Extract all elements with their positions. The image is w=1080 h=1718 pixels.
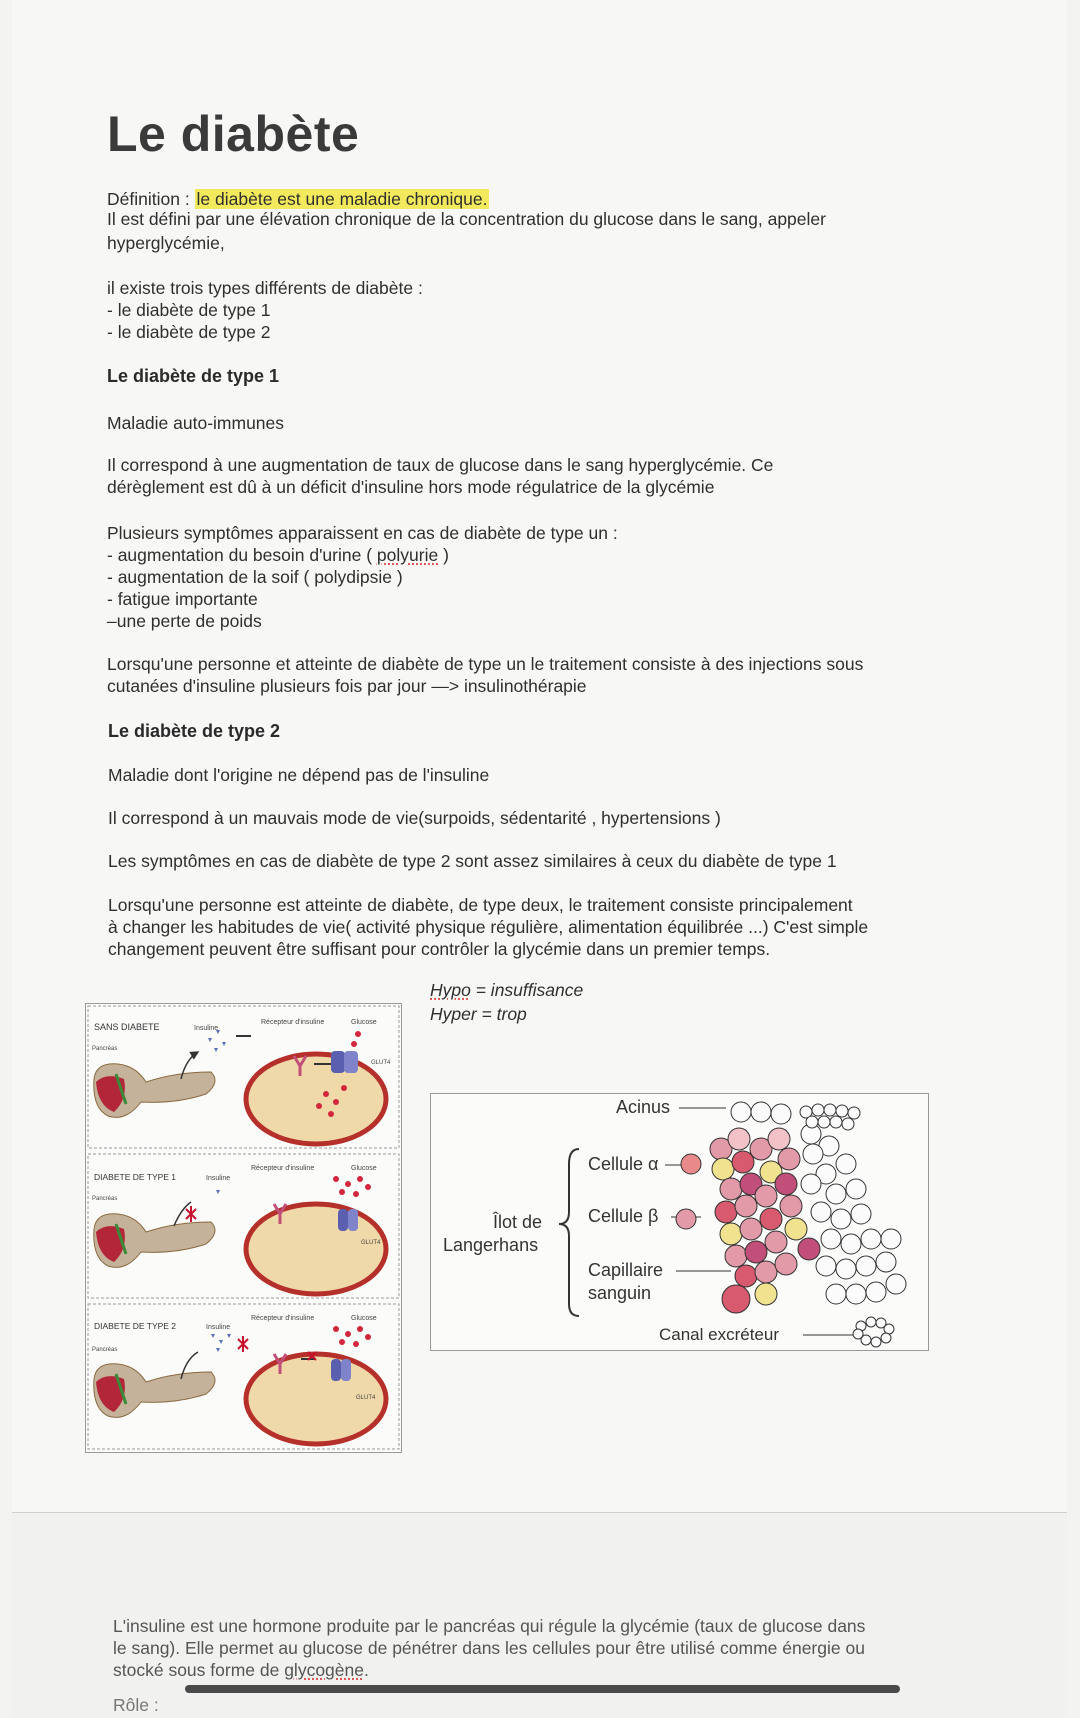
panel-2-title: DIABETE DE TYPE 1 bbox=[94, 1172, 177, 1182]
brace bbox=[559, 1149, 579, 1316]
insuline-line-3-text: stocké sous forme de bbox=[113, 1660, 285, 1680]
type1-paragraph-2b: dérèglement est dû à un déficit d'insuline hors mode régulatrice de la glycémie bbox=[107, 477, 715, 497]
arrow-2 bbox=[174, 1202, 191, 1226]
type2-paragraph-1: Maladie dont l'origine ne dépend pas de l'insuline bbox=[108, 765, 490, 785]
panel-2-glucose: Glucose bbox=[351, 1165, 377, 1172]
mechanism-svg bbox=[86, 1004, 401, 1452]
type1-symptom-1 bbox=[107, 544, 449, 566]
type1-treatment-b: cutanées d'insuline plusieurs fois par jour —> insulinothérapie bbox=[107, 676, 587, 696]
type1-symptom-3: - fatigue importante bbox=[107, 589, 258, 609]
type2-paragraph-4b: à changer les habitudes de vie( activité physique régulière, alimentation équilibrée ...) C'est simple bbox=[108, 917, 869, 937]
langerhans-diagram bbox=[430, 1093, 929, 1351]
panel-3-glucose: Glucose bbox=[351, 1315, 377, 1322]
panel-3-pancreas: Pancréas bbox=[92, 1347, 118, 1353]
heading-type-1: Le diabète de type 1 bbox=[107, 366, 280, 386]
definition-line-1 bbox=[107, 188, 489, 210]
polyurie-word: polyurie bbox=[376, 545, 439, 565]
panel-2-insuline: Insuline bbox=[206, 1175, 231, 1182]
panel-1-insuline: Insuline bbox=[194, 1025, 219, 1032]
type1-symptoms-intro: Plusieurs symptômes apparaissent en cas de diabète de type un : bbox=[107, 523, 618, 543]
label-langerhans: Langerhans bbox=[443, 1235, 539, 1255]
label-canal: Canal excréteur bbox=[659, 1325, 780, 1344]
heading-type-2: Le diabète de type 2 bbox=[108, 721, 281, 741]
insuline-line-3 bbox=[113, 1659, 369, 1681]
panel-3 bbox=[94, 1326, 386, 1444]
panel-1 bbox=[94, 1030, 386, 1144]
type1-symptom-4: –une perte de poids bbox=[107, 611, 262, 631]
acinus-top bbox=[800, 1104, 860, 1130]
islet-cells bbox=[676, 1128, 820, 1313]
panel-3-recepteur: Récepteur d'insuline bbox=[251, 1315, 315, 1322]
panel-2-recepteur: Récepteur d'insuline bbox=[251, 1165, 315, 1172]
glut4-1 bbox=[331, 1051, 345, 1073]
insuline-line-2: le sang). Elle permet au glucose de pénétrer dans les cellules pour être utilisé comme énergie ou bbox=[113, 1638, 865, 1658]
note-hyper: Hyper = trop bbox=[430, 1004, 527, 1024]
types-intro: il existe trois types différents de diabète : bbox=[107, 278, 423, 298]
label-cellule-beta: Cellule β bbox=[588, 1206, 659, 1226]
panel-1-title: SANS DIABETE bbox=[94, 1022, 160, 1032]
type1-paragraph-1: Maladie auto-immunes bbox=[107, 413, 285, 433]
definition-line-3: hyperglycémie, bbox=[107, 233, 225, 253]
type2-paragraph-4a: Lorsqu'une personne est atteinte de diabète, de type deux, le traitement consiste principalement bbox=[108, 895, 853, 915]
note-hypo bbox=[430, 979, 583, 1001]
insuline-line-3-end: . bbox=[364, 1660, 369, 1680]
hypo-meaning: = insuffisance bbox=[470, 980, 584, 1000]
page-title: Le diabète bbox=[107, 106, 360, 162]
canal-ring bbox=[853, 1317, 894, 1347]
panel-3-title: DIABETE DE TYPE 2 bbox=[94, 1321, 177, 1331]
glut4-1b bbox=[344, 1051, 358, 1073]
langerhans-svg bbox=[431, 1094, 928, 1350]
label-ilot: Îlot de bbox=[493, 1212, 543, 1232]
block-2 bbox=[186, 1206, 196, 1222]
types-item-2: - le diabète de type 2 bbox=[107, 322, 271, 342]
insuline-line-1: L'insuline est une hormone produite par le pancréas qui régule la glycémie (taux de glucose dans bbox=[113, 1616, 866, 1636]
definition-highlight: le diabète est une maladie chronique. bbox=[196, 189, 488, 209]
label-cellule-alpha: Cellule α bbox=[588, 1154, 659, 1174]
label-capillaire: Capillaire bbox=[588, 1260, 664, 1280]
panel-1-recepteur: Récepteur d'insuline bbox=[261, 1019, 325, 1026]
type1-treatment-a: Lorsqu'une personne et atteinte de diabète de type un le traitement consiste à des injections sous bbox=[107, 654, 864, 674]
panel-3-glut: GLUT4 bbox=[356, 1395, 376, 1401]
panel-1-pancreas: Pancréas bbox=[92, 1046, 118, 1052]
section-divider bbox=[12, 1512, 1067, 1513]
type2-paragraph-4c: changement peuvent être suffisant pour contrôler la glycémie dans un premier temps. bbox=[108, 939, 771, 959]
cell-2 bbox=[246, 1204, 386, 1294]
cell-1 bbox=[246, 1054, 386, 1144]
panel-3-insuline: Insuline bbox=[206, 1324, 231, 1331]
diabetes-mechanism-diagram bbox=[85, 1003, 402, 1453]
definition-label: Définition : bbox=[107, 189, 195, 209]
type2-paragraph-2: Il correspond à un mauvais mode de vie(surpoids, sédentarité , hypertensions ) bbox=[108, 808, 721, 828]
type2-paragraph-3: Les symptômes en cas de diabète de type 2 sont assez similaires à ceux du diabète de type 1 bbox=[108, 851, 837, 871]
definition-line-2: Il est défini par une élévation chronique de la concentration du glucose dans le sang, appeler bbox=[107, 209, 826, 229]
glycogene-word: glycogène bbox=[284, 1660, 364, 1680]
horizontal-scrollbar[interactable] bbox=[185, 1685, 900, 1693]
role-label: Rôle : bbox=[113, 1695, 159, 1715]
panel-2-glut: GLUT4 bbox=[361, 1240, 381, 1246]
label-sanguin: sanguin bbox=[588, 1283, 652, 1303]
type1-paragraph-2a: Il correspond à une augmentation de taux de glucose dans le sang hyperglycémie. Ce bbox=[107, 455, 774, 475]
type1-symptom-2: - augmentation de la soif ( polydipsie ) bbox=[107, 567, 403, 587]
hypo-word: Hypo bbox=[430, 980, 471, 1000]
types-item-1: - le diabète de type 1 bbox=[107, 300, 271, 320]
panel-2-pancreas: Pancréas bbox=[92, 1196, 118, 1202]
panel-1-glucose: Glucose bbox=[351, 1019, 377, 1026]
symptom-1-close: ) bbox=[438, 545, 449, 565]
panel-2 bbox=[94, 1176, 386, 1294]
panel-1-glut: GLUT4 bbox=[371, 1060, 391, 1066]
label-acinus: Acinus bbox=[616, 1097, 671, 1117]
symptom-1-text: - augmentation du besoin d'urine ( bbox=[107, 545, 377, 565]
